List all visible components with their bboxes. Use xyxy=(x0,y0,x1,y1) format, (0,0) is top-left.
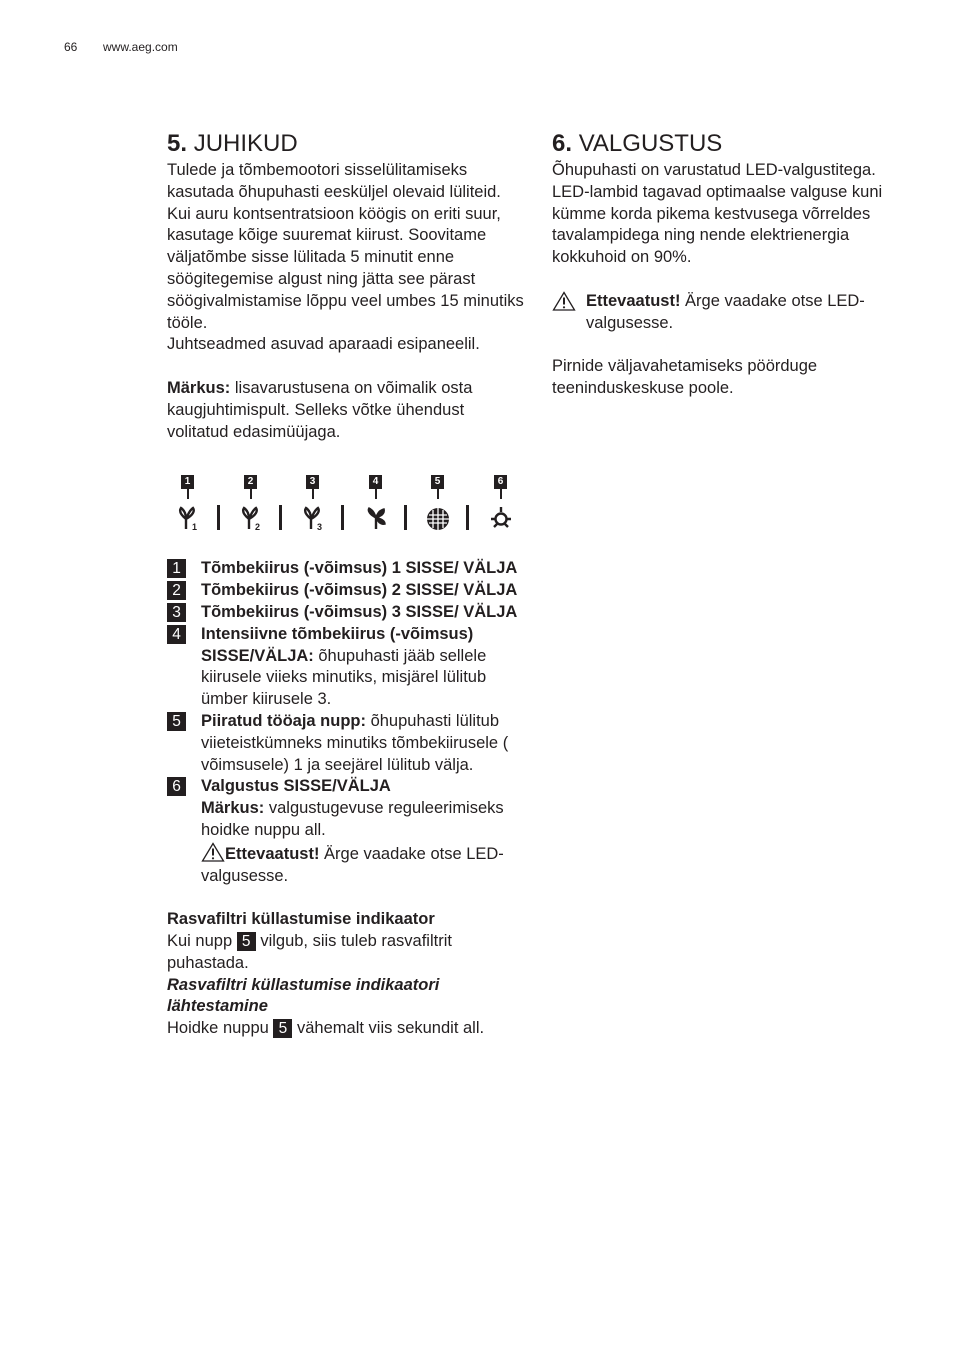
filter-reset-title: Rasvafiltri küllastumise indikaatori lähtestamine xyxy=(167,975,440,1016)
list-item xyxy=(167,580,527,602)
panel-badge: 1 xyxy=(181,475,194,489)
panel-badge: 4 xyxy=(369,475,382,489)
fan-speed-1-icon xyxy=(173,503,203,533)
number-badge: 1 xyxy=(167,559,186,578)
svg-text:2: 2 xyxy=(255,522,261,533)
warning-text: Ärge vaadake otse LED-valgusesse. xyxy=(586,291,865,332)
timer-icon xyxy=(423,503,453,533)
number-badge: 2 xyxy=(167,581,186,600)
number-badge: 5 xyxy=(237,932,256,951)
controls-list xyxy=(167,558,527,887)
note-label: Märkus: xyxy=(167,378,231,397)
lighting-paragraph: LED-lambid tagavad optimaalse valguse kuni kümme korda pikema kestvusega võrreldes tavalampidega ning nende elektrienergia kokkuhoid on 90%. xyxy=(552,182,883,267)
list-item xyxy=(167,602,527,624)
lighting-paragraph: Pirnide väljavahetamiseks pöörduge teeninduskeskuse poole. xyxy=(552,357,818,397)
heading-text: VALGUSTUS xyxy=(578,130,723,157)
filter-reset-text: Hoidke nuppu 5 vähemalt viis sekundit all. xyxy=(167,1019,485,1038)
list-item xyxy=(167,558,527,580)
note-label: Märkus: xyxy=(201,799,265,818)
list-item xyxy=(167,776,527,887)
warning-label: Ettevaatust! xyxy=(586,291,681,310)
heading-text: JUHIKUD xyxy=(193,130,298,157)
section-controls xyxy=(167,128,527,1040)
panel-badge: 3 xyxy=(306,475,319,489)
section-heading-lighting xyxy=(552,128,902,160)
item-text: õhupuhasti jääb sellele kiirusele viieks minutiks, misjärel lülitub ümber kiirusele 3. xyxy=(201,646,487,709)
number-badge: 3 xyxy=(167,603,186,622)
intro-paragraph: Juhtseadmed asuvad aparaadi esipaneelil. xyxy=(167,335,480,354)
light-icon xyxy=(486,503,516,533)
fan-intensive-icon xyxy=(361,503,391,533)
warning-icon xyxy=(552,291,576,311)
number-badge: 5 xyxy=(167,712,186,731)
item-text: õhupuhasti lülitub viieteistkümneks minutiks tõmbekiirusele ( võimsusele) 1 ja seejärel lülitub välja. xyxy=(201,711,509,774)
remote-note xyxy=(167,378,527,443)
filter-indicator-text: Kui nupp 5 vilgub, siis tuleb rasvafiltrit puhastada. xyxy=(167,931,452,972)
fan-speed-3-icon xyxy=(298,503,328,533)
number-badge: 4 xyxy=(167,625,186,644)
fan-speed-2-icon xyxy=(236,503,266,533)
item-title: Tõmbekiirus (-võimsus) 3 SISSE/ VÄLJA xyxy=(201,602,518,621)
website-url: www.aeg.com xyxy=(103,40,178,54)
item-title: Tõmbekiirus (-võimsus) 2 SISSE/ VÄLJA xyxy=(201,581,518,600)
note-text: lisavarustusena on võimalik osta kaugjuhtimispult. Selleks võtke ühendust volitatud edasimüüjaga. xyxy=(167,378,473,441)
lighting-warning xyxy=(552,291,902,335)
warning-label: Ettevaatust! xyxy=(225,844,320,863)
panel-badge: 2 xyxy=(244,475,257,489)
list-item xyxy=(167,711,527,776)
intro-paragraph: Kui auru kontsentratsioon köögis on eriti suur, kasutage kõige suuremat kiirust. Soovitame väljatõmbe sisse lülitada 5 minutit enne söögitegemise algust ning jätta see pärast söögivalmistamise lõppu veel umbes 15 minutiks tööle. xyxy=(167,204,524,332)
warning-icon xyxy=(201,842,225,862)
item-title: Piiratud tööaja nupp: xyxy=(201,711,366,730)
svg-text:1: 1 xyxy=(192,522,198,533)
item-title: Tõmbekiirus (-võimsus) 1 SISSE/ VÄLJA xyxy=(201,559,518,578)
item6-note xyxy=(201,798,527,842)
list-item xyxy=(167,624,527,711)
filter-indicator-title: Rasvafiltri küllastumise indikaator xyxy=(167,910,435,929)
svg-text:3: 3 xyxy=(317,522,323,533)
panel-badge: 5 xyxy=(431,475,444,489)
item6-warning xyxy=(201,842,527,888)
section-lighting xyxy=(552,128,902,400)
lighting-paragraph: Õhupuhasti on varustatud LED-valgustitega. xyxy=(552,161,876,179)
number-badge: 6 xyxy=(167,777,186,796)
page-number: 66 xyxy=(64,40,78,54)
heading-number: 5. xyxy=(167,130,188,157)
item-title: Intensiivne tõmbekiirus (-võimsus) SISSE/VÄLJA: xyxy=(201,624,474,665)
intro-paragraph: Tulede ja tõmbemootori sisselülitamiseks kasutada õhupuhasti eesküljel olevaid lüliteid. xyxy=(167,161,501,201)
note-text: valgustugevuse reguleerimiseks hoidke nuppu all. xyxy=(201,799,504,839)
panel-badge: 6 xyxy=(494,475,507,489)
number-badge: 5 xyxy=(273,1019,292,1038)
warning-text: Ärge vaadake otse LED-valgusesse. xyxy=(201,844,504,885)
section-heading-controls xyxy=(167,128,527,160)
item-title: Valgustus SISSE/VÄLJA xyxy=(201,777,391,796)
heading-number: 6. xyxy=(552,130,573,157)
